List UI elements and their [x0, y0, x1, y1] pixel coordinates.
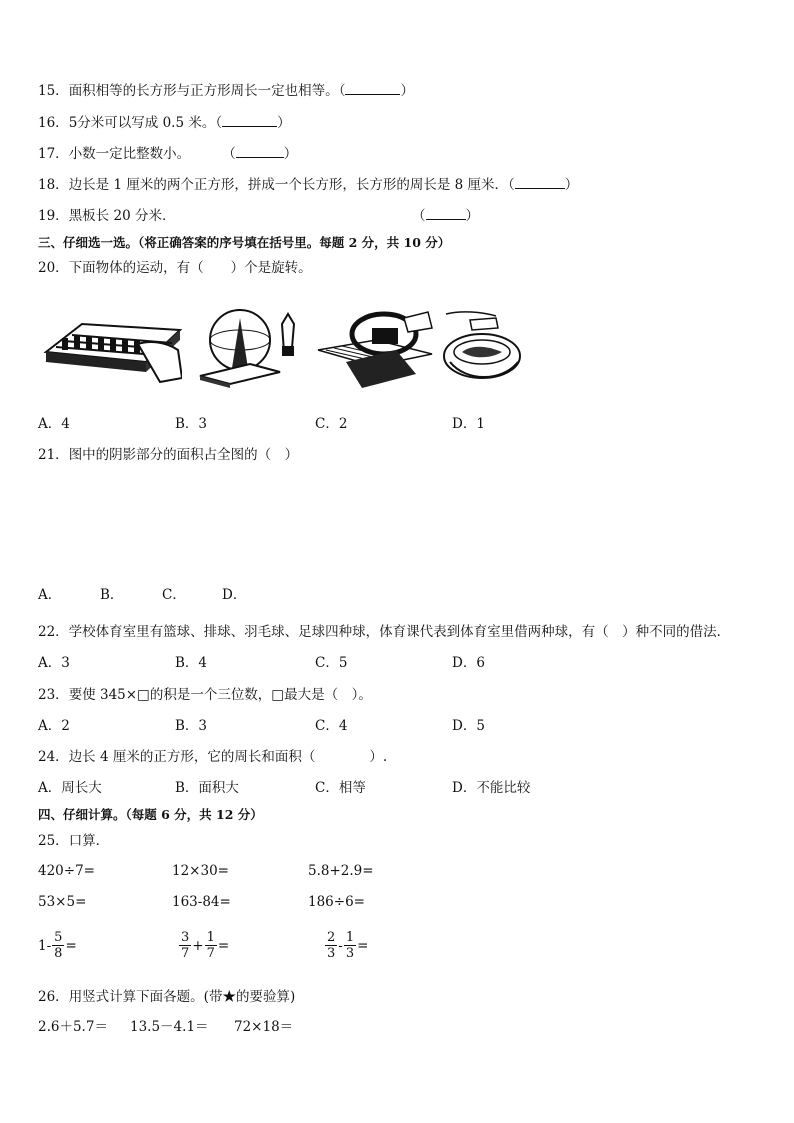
question-text: 用竖式计算下面各题。(带★的要验算) [68, 989, 296, 1005]
faucet-picture [442, 306, 524, 390]
question-number: 24． [38, 749, 69, 765]
question-text: 下面物体的运动，有（ ）个是旋转。 [68, 260, 312, 276]
option-a[interactable]: A．4 [38, 416, 70, 432]
calc-item: 13.5－4.1＝ [130, 1019, 209, 1035]
option-a[interactable]: A． [38, 587, 62, 603]
fraction-calc-3: $\frac{2}{3}$ - $\frac{1}{3}$ = [327, 930, 369, 961]
fraction: $\frac{1}{7}$ [206, 930, 215, 961]
question-number: 15． [38, 83, 69, 99]
option-c[interactable]: C．5 [315, 655, 348, 671]
calc-item: 186÷6= [308, 894, 365, 910]
question-17: 17．小数一定比整数小。 （ ） [38, 146, 298, 162]
question-15: 15．面积相等的长方形与正方形周长一定也相等。（ ） [38, 83, 414, 99]
option-c[interactable]: C． [162, 587, 186, 603]
question-text: 图中的阴影部分的面积占全图的（ ） [68, 447, 299, 463]
option-d[interactable]: D．5 [452, 718, 485, 734]
question-number: 25． [38, 833, 69, 849]
answer-blank[interactable] [236, 145, 284, 158]
question-16: 16．5分米可以写成 0.5 米。（ ） [38, 115, 291, 131]
question-number: 19． [38, 208, 69, 224]
question-number: 23． [38, 687, 69, 703]
fraction: $\frac{1}{3}$ [345, 930, 355, 961]
section-heading-3: 三、仔细选一选。（将正确答案的序号填在括号里。每题 2 分，共 10 分） [38, 235, 451, 250]
globe-picture [190, 300, 310, 390]
question-text: 边长 4 厘米的正方形，它的周长和面积（ ）. [68, 749, 388, 765]
question-24 [38, 748, 387, 766]
calc-item: 420÷7= [38, 863, 95, 879]
option-b[interactable]: B．面积大 [175, 780, 239, 796]
question-20 [38, 259, 312, 277]
question-22 [38, 623, 730, 641]
answer-blank[interactable] [515, 176, 565, 189]
calc-item: 2.6＋5.7＝ [38, 1019, 108, 1035]
question-text: 小数一定比整数小。 [68, 146, 191, 162]
option-d[interactable]: D．不能比较 [452, 780, 531, 796]
option-b[interactable]: B．4 [175, 655, 208, 671]
steering-wheel-picture [316, 304, 434, 392]
answer-blank[interactable] [426, 207, 466, 220]
question-26 [38, 988, 295, 1006]
calc-item: 163-84= [172, 894, 231, 910]
question-number: 21． [38, 447, 69, 463]
fraction: $\frac{2}{3}$ [327, 930, 336, 961]
answer-blank[interactable] [222, 114, 277, 127]
question-number: 20． [38, 260, 69, 276]
calc-item: 12×30= [172, 863, 229, 879]
option-a[interactable]: A．周长大 [38, 780, 102, 796]
option-b[interactable]: B． [100, 587, 124, 603]
fraction-calc-2: $\frac{3}{7}$ + $\frac{1}{7}$ = [181, 930, 230, 961]
section-heading-4: 四、仔细计算。（每题 6 分，共 12 分） [38, 807, 263, 822]
question-text: 要使 345×□的积是一个三位数，□最大是（ ）。 [68, 687, 372, 703]
question-number: 17． [38, 146, 69, 162]
option-c[interactable]: C．相等 [315, 780, 366, 796]
question-text: 口算． [68, 833, 110, 849]
question-text: 边长是 1 厘米的两个正方形，拼成一个长方形，长方形的周长是 8 厘米． [68, 177, 509, 193]
abacus-picture [42, 300, 182, 392]
question-number: 16． [38, 115, 69, 131]
option-c[interactable]: C．4 [315, 718, 348, 734]
option-a[interactable]: A．3 [38, 655, 70, 671]
option-d[interactable]: D． [222, 587, 247, 603]
calc-item: 53×5= [38, 894, 87, 910]
question-21 [38, 446, 298, 464]
option-d[interactable]: D．6 [452, 655, 485, 671]
option-d[interactable]: D．1 [452, 416, 485, 432]
question-19-answer: （ ） [412, 208, 479, 224]
option-a[interactable]: A．2 [38, 718, 70, 734]
option-c[interactable]: C．2 [315, 416, 348, 432]
question-25 [38, 832, 109, 850]
question-text: 学校体育室里有篮球、排球、羽毛球、足球四种球，体育课代表到体育室里借两种球，有（ ）种不同的借法． [68, 624, 731, 640]
fraction: $\frac{3}{7}$ [181, 930, 190, 961]
question-text: 5分米可以写成 0.5 米。 [68, 115, 216, 131]
answer-blank[interactable] [345, 82, 400, 95]
fraction: $\frac{5}{8}$ [54, 930, 63, 961]
question-number: 22． [38, 624, 69, 640]
calc-item: 5.8+2.9= [308, 863, 374, 879]
question-number: 26． [38, 989, 69, 1005]
question-23 [38, 686, 372, 704]
calc-item: 72×18＝ [234, 1019, 294, 1035]
question-text: 黑板长 20 分米． [68, 208, 176, 224]
option-b[interactable]: B．3 [175, 416, 208, 432]
question-number: 18． [38, 177, 69, 193]
fraction-calc-1: 1- $\frac{5}{8}$ = [38, 930, 77, 961]
question-18: 18．边长是 1 厘米的两个正方形，拼成一个长方形，长方形的周长是 8 厘米．（ ） [38, 177, 579, 193]
question-text: 面积相等的长方形与正方形周长一定也相等。 [68, 83, 339, 99]
question-19 [38, 207, 175, 225]
option-b[interactable]: B．3 [175, 718, 208, 734]
